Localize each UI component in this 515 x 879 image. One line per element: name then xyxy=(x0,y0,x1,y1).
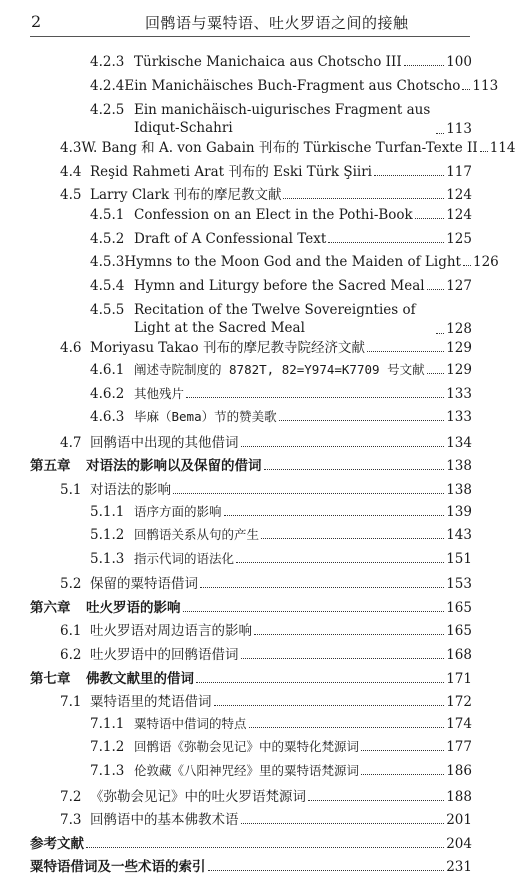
toc-entry xyxy=(30,549,472,573)
toc-entry-number: 4.5.4 xyxy=(90,277,125,294)
toc-entry-title: 对语法的影响 xyxy=(90,481,171,498)
toc-entry-number: 第六章 xyxy=(30,599,71,616)
toc-entry-title: 参考文献 xyxy=(30,835,84,852)
toc-entry-page: 126 xyxy=(472,254,499,271)
toc-entry-page: 114 xyxy=(489,140,515,157)
toc-entry xyxy=(30,478,472,502)
toc-entry xyxy=(30,454,472,478)
toc-entry xyxy=(30,407,472,431)
toc-entry-title: 吐火罗语对周边语言的影响 xyxy=(90,623,252,640)
toc-entry xyxy=(30,785,472,809)
dot-leader xyxy=(241,446,445,447)
toc-entry xyxy=(30,207,472,231)
toc-entry-number: 7.1.3 xyxy=(90,763,125,780)
dot-leader xyxy=(415,218,444,219)
toc-entry-page: 168 xyxy=(446,647,472,664)
toc-entry-number: 4.2.5 xyxy=(90,102,125,119)
toc-entry xyxy=(30,619,472,643)
toc-entry-number: 5.1 xyxy=(60,481,82,498)
toc-entry xyxy=(30,77,499,102)
toc-entry-number: 4.6 xyxy=(60,340,82,357)
dot-leader xyxy=(374,175,444,176)
dot-leader xyxy=(361,774,444,775)
page-header xyxy=(0,0,500,40)
toc-entry-page: 128 xyxy=(446,321,472,338)
toc-entry-page: 134 xyxy=(446,434,472,451)
toc-entry xyxy=(30,336,472,360)
toc-entry xyxy=(30,301,472,336)
dot-leader xyxy=(224,515,445,516)
toc-entry-page: 129 xyxy=(446,340,472,357)
toc-entry xyxy=(30,808,472,832)
toc-entry xyxy=(30,54,472,78)
toc-entry-title: Recitation of the Twelve Sovereignties of Light at the Sacred Meal xyxy=(134,302,416,337)
toc-entry xyxy=(30,231,472,255)
toc-entry-title: 语序方面的影响 xyxy=(134,503,222,519)
toc-entry-number: 7.1.2 xyxy=(90,739,125,756)
toc-entry xyxy=(30,596,472,620)
dot-leader xyxy=(214,705,445,706)
running-title: 回鹘语与粟特语、吐火罗语之间的接触 xyxy=(145,14,409,32)
toc-entry-number: 4.6.1 xyxy=(90,361,125,378)
toc-entry xyxy=(30,502,472,526)
dot-leader xyxy=(264,469,445,470)
toc-entry-title: 回鹘语《弥勒会见记》中的粟特化梵源词 xyxy=(134,739,360,755)
toc-entry-title: 吐火罗语中的回鹘语借词 xyxy=(90,647,239,664)
toc-entry-number: 4.3 xyxy=(60,140,82,157)
toc-entry-number: 6.1 xyxy=(60,623,82,640)
dot-leader xyxy=(183,611,445,612)
toc-entry xyxy=(30,101,472,136)
toc-entry-number: 7.1 xyxy=(60,694,82,711)
toc-entry-number: 5.1.3 xyxy=(90,550,125,567)
toc-entry-title: Draft of A Confessional Text xyxy=(134,230,327,247)
toc-entry-page: 165 xyxy=(446,623,472,640)
toc-entry-number: 4.5.5 xyxy=(90,302,125,319)
toc-entry-page: 153 xyxy=(446,576,472,593)
toc-entry-number: 7.3 xyxy=(60,812,82,829)
toc-entry-page: 171 xyxy=(446,670,472,687)
toc-entry-page: 133 xyxy=(446,385,472,402)
dot-leader xyxy=(436,133,444,134)
toc-entry-title: 粟特语借词及一些术语的索引 xyxy=(30,859,206,876)
toc-entry-page: 117 xyxy=(446,163,472,180)
toc-entry-number: 4.6.2 xyxy=(90,385,125,402)
toc-entry-title: 回鹘语中出现的其他借词 xyxy=(90,434,239,451)
dot-leader xyxy=(361,750,444,751)
toc-entry xyxy=(30,690,472,714)
toc-entry-page: 188 xyxy=(446,788,472,805)
dot-leader xyxy=(404,65,445,66)
toc-entry-page: 165 xyxy=(446,599,472,616)
toc-entry-page: 138 xyxy=(446,481,472,498)
toc-entry-title: 其他残片 xyxy=(134,385,185,401)
toc-entry-title: W. Bang 和 A. von Gabain 刊布的 Türkische Turfan-Texte II xyxy=(81,140,478,157)
header-rule xyxy=(30,36,470,37)
dot-leader xyxy=(173,493,444,494)
toc-entry xyxy=(30,183,472,207)
toc-entry-page: 172 xyxy=(446,694,472,711)
toc-entry-title: 对语法的影响以及保留的借词 xyxy=(86,458,262,475)
toc-entry xyxy=(30,254,499,278)
dot-leader xyxy=(279,420,445,421)
toc-entry-page: 129 xyxy=(446,361,472,378)
page-number: 2 xyxy=(31,12,42,31)
toc-entry-number: 5.2 xyxy=(60,576,82,593)
toc-entry-title: Ein manichäisch-uigurisches Fragment aus Idiqut-Schahri xyxy=(134,102,431,137)
toc-entry-page: 125 xyxy=(446,230,472,247)
toc-entry xyxy=(30,525,472,549)
toc-entry-title: Confession on an Elect in the Pothi-Book xyxy=(134,206,413,223)
toc-entry xyxy=(30,737,472,761)
toc-entry-title: 《弥勒会见记》中的吐火罗语梵源词 xyxy=(90,788,306,805)
toc-entry-page: 113 xyxy=(446,121,472,138)
toc-entry xyxy=(30,855,472,879)
dot-leader xyxy=(236,562,444,563)
toc-entry-number: 5.1.2 xyxy=(90,527,125,544)
toc-entry-page: 124 xyxy=(446,206,472,223)
toc-entry-page: 143 xyxy=(446,527,472,544)
toc-entry-number: 4.5.1 xyxy=(90,206,125,223)
toc-entry-page: 139 xyxy=(446,503,472,520)
dot-leader xyxy=(249,727,445,728)
dot-leader xyxy=(241,658,445,659)
toc-entry-title: Larry Clark 刊布的摩尼教文献 xyxy=(90,187,282,204)
dot-leader xyxy=(86,847,444,848)
toc-entry-title: 阐述寺院制度的 8782T, 82=Y974=K7709 号文献 xyxy=(134,361,425,377)
dot-leader xyxy=(463,265,471,266)
toc-entry xyxy=(30,761,472,785)
dot-leader xyxy=(200,587,444,588)
toc-entry-page: 174 xyxy=(446,715,472,732)
dot-leader xyxy=(367,351,444,352)
dot-leader xyxy=(196,682,444,683)
dot-leader xyxy=(436,333,444,334)
toc-entry-number: 第五章 xyxy=(30,458,71,475)
toc-entry-number: 4.5 xyxy=(60,187,82,204)
toc-entry xyxy=(30,667,472,691)
toc-entry-number: 第七章 xyxy=(30,670,71,687)
toc-entry-title: Ein Manichäisches Buch-Fragment aus Chotscho xyxy=(124,77,461,94)
toc-entry-title: 粟特语中借词的特点 xyxy=(134,715,247,731)
toc-entry-title: 回鹘语关系从句的产生 xyxy=(134,527,260,543)
toc-entry-page: 151 xyxy=(446,550,472,567)
toc-entry-page: 133 xyxy=(446,409,472,426)
toc-entry-page: 100 xyxy=(446,54,472,70)
dot-leader xyxy=(462,89,470,90)
dot-leader xyxy=(480,151,488,152)
toc-entry-page: 201 xyxy=(446,812,472,829)
toc-entry-title: 毕麻（Bema）节的赞美歌 xyxy=(134,409,277,425)
toc-entry-title: Türkische Manichaica aus Chotscho III xyxy=(134,54,402,70)
toc-entry-title: Reşid Rahmeti Arat 刊布的 Eski Türk Şiiri xyxy=(90,163,372,180)
toc-entry-page: 138 xyxy=(446,458,472,475)
toc-entry xyxy=(30,160,472,184)
toc-entry-number: 7.2 xyxy=(60,788,82,805)
toc-entry xyxy=(30,832,472,856)
toc-entry xyxy=(30,384,472,408)
toc-entry-page: 127 xyxy=(446,277,472,294)
toc-entry xyxy=(30,360,472,384)
dot-leader xyxy=(427,289,445,290)
toc-entry xyxy=(30,278,472,302)
toc-entry-page: 177 xyxy=(446,739,472,756)
table-of-contents xyxy=(30,54,515,879)
toc-entry-number: 4.7 xyxy=(60,434,82,451)
toc-entry-title: 保留的粟特语借词 xyxy=(90,576,198,593)
toc-entry-number: 6.2 xyxy=(60,647,82,664)
toc-entry-number: 4.2.4 xyxy=(90,77,125,94)
toc-entry-title: Hymns to the Moon God and the Maiden of Light xyxy=(124,254,461,271)
toc-entry xyxy=(30,572,472,596)
toc-entry-page: 124 xyxy=(446,187,472,204)
toc-entry-page: 231 xyxy=(446,859,472,876)
toc-entry-title: 指示代词的语法化 xyxy=(134,550,235,566)
toc-entry-number: 7.1.1 xyxy=(90,715,125,732)
toc-entry-title: 回鹘语中的基本佛教术语 xyxy=(90,812,239,829)
toc-entry-title: Hymn and Liturgy before the Sacred Meal xyxy=(134,277,425,294)
toc-entry-title: 佛教文献里的借词 xyxy=(86,670,194,687)
toc-entry-page: 186 xyxy=(446,763,472,780)
toc-entry-number: 4.2.3 xyxy=(90,54,125,70)
toc-entry xyxy=(30,714,472,738)
toc-entry-title: 粟特语里的梵语借词 xyxy=(90,694,212,711)
dot-leader xyxy=(241,823,445,824)
dot-leader xyxy=(427,373,445,374)
toc-entry-title: 伦敦藏《八阳神咒经》里的粟特语梵源词 xyxy=(134,763,360,779)
toc-entry-page: 204 xyxy=(446,835,472,852)
toc-entry-title: 吐火罗语的影响 xyxy=(86,599,181,616)
toc-entry xyxy=(30,643,472,667)
dot-leader xyxy=(208,870,445,871)
dot-leader xyxy=(254,634,444,635)
toc-entry-page: 113 xyxy=(472,77,499,94)
dot-leader xyxy=(308,800,444,801)
toc-entry xyxy=(30,431,472,455)
toc-entry-title: Moriyasu Takao 刊布的摩尼教寺院经济文献 xyxy=(90,340,365,357)
dot-leader xyxy=(186,397,444,398)
toc-entry xyxy=(30,136,515,160)
dot-leader xyxy=(283,198,444,199)
toc-entry-number: 4.5.2 xyxy=(90,230,125,247)
toc-entry-number: 4.6.3 xyxy=(90,409,125,426)
dot-leader xyxy=(328,242,444,243)
dot-leader xyxy=(261,538,444,539)
toc-entry-number: 4.5.3 xyxy=(90,254,125,271)
toc-entry-number: 4.4 xyxy=(60,163,82,180)
toc-entry-number: 5.1.1 xyxy=(90,503,125,520)
